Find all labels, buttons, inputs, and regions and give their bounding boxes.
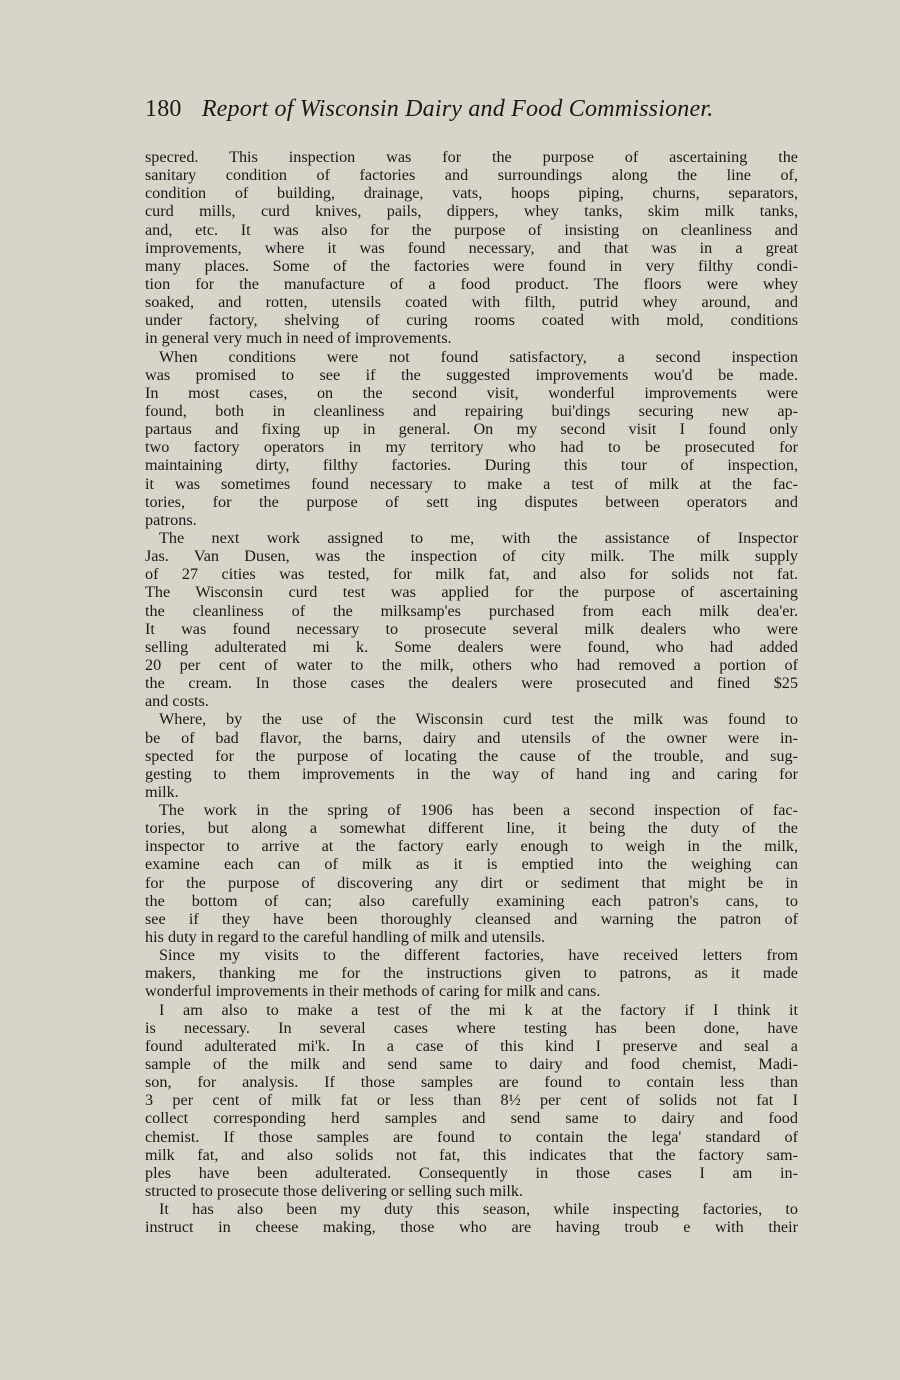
text-line: of 27 cities was tested, for milk fat, and also for solids not fat. [145, 565, 798, 584]
text-line: sample of the milk and send same to dairy and food chemist, Madi- [145, 1055, 798, 1074]
text-line: many places. Some of the factories were found in very filthy condi- [145, 256, 798, 275]
text-line: the cleanliness of the milksamp'es purchased from each milk dea'er. [145, 601, 798, 620]
text-line: spected for the purpose of locating the cause of the trouble, and sug- [145, 746, 798, 765]
text-line: selling adulterated mi k. Some dealers were found, who had added [145, 637, 798, 656]
text-line: and, etc. It was also for the purpose of insisting on cleanliness and [145, 220, 798, 239]
body-text [145, 148, 798, 1236]
text-line: tories, for the purpose of sett ing disputes between operators and [145, 492, 798, 511]
text-line: collect corresponding herd samples and send same to dairy and food [145, 1109, 798, 1128]
text-line: son, for analysis. If those samples are found to contain less than [145, 1073, 798, 1092]
text-line: tories, but along a somewhat different line, it being the duty of the [145, 819, 798, 838]
text-line: his duty in regard to the careful handling of milk and utensils. [145, 928, 546, 947]
text-line: under factory, shelving of curing rooms coated with mold, conditions [145, 311, 798, 330]
text-line: Since my visits to the different factories, have received letters from [159, 946, 798, 965]
page-number: 180 [145, 96, 182, 122]
text-line: examine each can of milk as it is emptied into the weighing can [145, 855, 798, 874]
text-line: maintaining dirty, filthy factories. During this tour of inspection, [145, 456, 798, 475]
text-line: specred. This inspection was for the purpose of ascertaining the [145, 148, 798, 166]
text-line: is necessary. In several cases where testing has been done, have [145, 1018, 798, 1037]
text-line: the bottom of can; also carefully examining each patron's cans, to [145, 891, 798, 910]
text-line: condition of building, drainage, vats, hoops piping, churns, separators, [145, 184, 798, 203]
text-line: two factory operators in my territory who had to be prosecuted for [145, 438, 798, 457]
text-line: was promised to see if the suggested improvements wou'd be made. [145, 365, 798, 384]
text-line: tion for the manufacture of a food product. The floors were whey [145, 274, 798, 293]
text-line: milk fat, and also solids not fat, this indicates that the factory sam- [145, 1145, 798, 1164]
text-line: gesting to them improvements in the way of hand ing and caring for [145, 764, 798, 783]
text-line: soaked, and rotten, utensils coated with filth, putrid whey around, and [145, 293, 798, 312]
text-line: 3 per cent of milk fat or less than 8½ per cent of solids not fat I [145, 1091, 798, 1110]
text-line: it was sometimes found necessary to make a test of milk at the fac- [145, 474, 798, 493]
text-line: curd mills, curd knives, pails, dippers, whey tanks, skim milk tanks, [145, 202, 798, 221]
text-line: in general very much in need of improvements. [145, 329, 452, 348]
text-line: for the purpose of discovering any dirt or sediment that might be in [145, 873, 798, 892]
text-line: In most cases, on the second visit, wonderful improvements were [145, 383, 798, 402]
text-line: makers, thanking me for the instructions given to patrons, as it made [145, 964, 798, 983]
page-title: Report of Wisconsin Dairy and Food Commissioner. [201, 96, 714, 122]
text-line: 20 per cent of water to the milk, others who had removed a portion of [145, 655, 798, 674]
text-line: wonderful improvements in their methods of caring for milk and cans. [145, 982, 601, 1001]
text-line: The work in the spring of 1906 has been a second inspection of fac- [159, 801, 798, 820]
text-line: instruct in cheese making, those who are having troub e with their [145, 1218, 798, 1237]
text-line: found adulterated mi'k. In a case of this kind I preserve and seal a [145, 1036, 798, 1055]
text-line: ples have been adulterated. Consequently in those cases I am in- [145, 1163, 798, 1182]
text-line: Jas. Van Dusen, was the inspection of city milk. The milk supply [145, 547, 798, 566]
text-line: be of bad flavor, the barns, dairy and utensils of the owner were in- [145, 728, 798, 747]
text-line: improvements, where it was found necessary, and that was in a great [145, 238, 798, 257]
text-line: It was found necessary to prosecute several milk dealers who were [145, 619, 798, 638]
text-line: found, both in cleanliness and repairing bui'dings securing new ap- [145, 401, 798, 420]
text-line: patrons. [145, 510, 197, 529]
text-line: sanitary condition of factories and surroundings along the line of, [145, 166, 798, 185]
text-line: inspector to arrive at the factory early enough to weigh in the milk, [145, 837, 798, 856]
text-line: see if they have been thoroughly cleansed and warning the patron of [145, 909, 798, 928]
text-line: chemist. If those samples are found to contain the lega' standard of [145, 1127, 798, 1146]
running-header [145, 96, 805, 123]
text-line: milk. [145, 782, 179, 801]
text-line: When conditions were not found satisfactory, a second inspection [159, 347, 798, 366]
text-line: and costs. [145, 692, 209, 711]
text-line: I am also to make a test of the mi k at the factory if I think it [159, 1000, 798, 1019]
text-line: It has also been my duty this season, while inspecting factories, to [159, 1200, 798, 1219]
text-line: structed to prosecute those delivering or selling such milk. [145, 1182, 524, 1201]
text-line: the cream. In those cases the dealers were prosecuted and fined $25 [145, 674, 798, 693]
text-line: partaus and fixing up in general. On my second visit I found only [145, 420, 798, 439]
text-line: The next work assigned to me, with the assistance of Inspector [159, 528, 798, 547]
text-line: Where, by the use of the Wisconsin curd test the milk was found to [159, 710, 798, 729]
text-line: The Wisconsin curd test was applied for the purpose of ascertaining [145, 583, 798, 602]
